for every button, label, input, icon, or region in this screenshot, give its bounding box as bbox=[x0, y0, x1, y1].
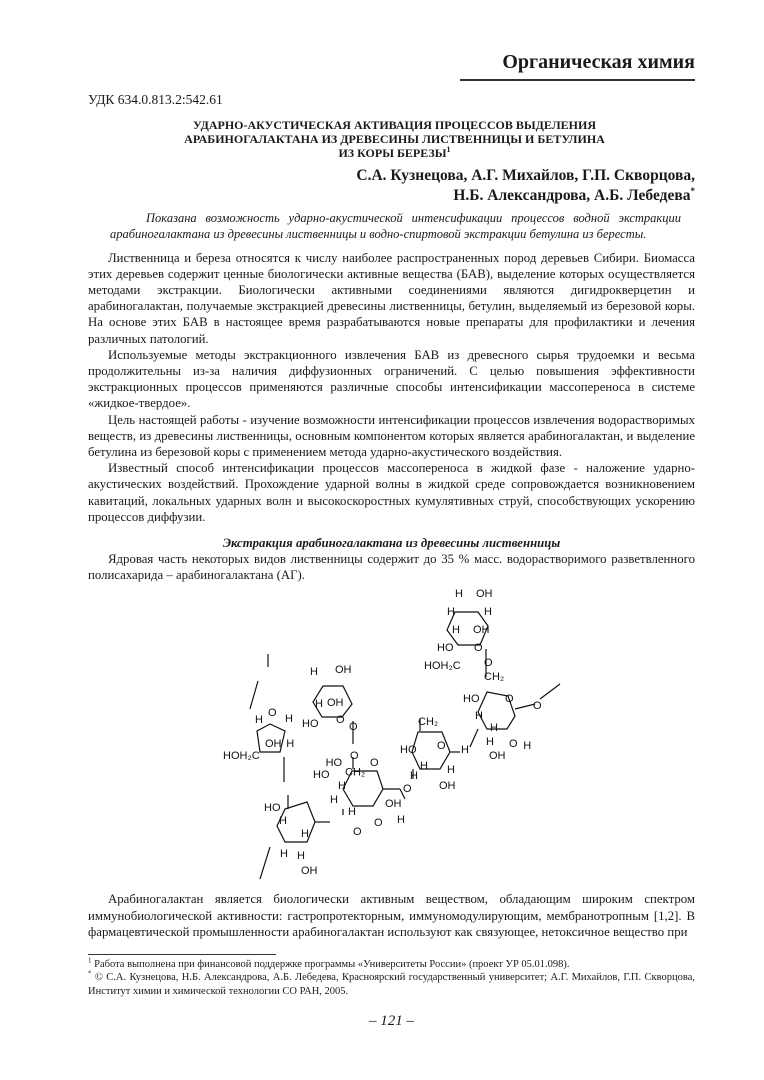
atom-label: O bbox=[353, 826, 362, 839]
bond bbox=[260, 847, 270, 879]
atom-label: H bbox=[420, 760, 428, 773]
atom-label: O bbox=[336, 714, 345, 727]
atom-label: H bbox=[310, 666, 318, 679]
atom-label: H bbox=[297, 850, 305, 863]
atom-label: OH bbox=[327, 697, 344, 710]
page bbox=[88, 0, 695, 1030]
bond bbox=[250, 681, 258, 709]
atom-label: H bbox=[285, 713, 293, 726]
section-heading: Экстракция арабиногалактана из древесины лиственницы bbox=[222, 535, 561, 550]
atom-label: HO bbox=[463, 693, 480, 706]
atom-label: OH bbox=[385, 798, 402, 811]
atom-label: H bbox=[279, 815, 287, 828]
atom-label: O bbox=[370, 757, 379, 770]
atom-label: OH bbox=[489, 750, 506, 763]
atom-label: HO bbox=[325, 757, 343, 770]
atom-label: OH bbox=[473, 624, 490, 637]
atom-label: O bbox=[509, 738, 518, 751]
atom-label: HOH₂C bbox=[424, 660, 461, 673]
atom-label: H bbox=[447, 764, 455, 777]
atom-label: CH₂ bbox=[484, 671, 505, 684]
atom-label: OH bbox=[476, 588, 493, 601]
title-line: УДАРНО-АКУСТИЧЕСКАЯ АКТИВАЦИЯ ПРОЦЕССОВ ВЫДЕЛЕНИЯ bbox=[192, 117, 596, 132]
atom-label: H bbox=[452, 624, 460, 637]
bond bbox=[515, 704, 535, 709]
paragraph: Цель настоящей работы - изучение возможности интенсификации процессов извлечения водорастворимых веществ, из древесины лиственницы, основным компонентом которых является арабиногалактан, и выделение бетулина из березовой коры с применением метода ударно-акустического воздействия. bbox=[88, 412, 695, 459]
atom-label: OH bbox=[439, 780, 456, 793]
title-line: ИЗ КОРЫ БЕРЕЗЫ$^1$ bbox=[338, 144, 451, 160]
atom-label: H bbox=[338, 780, 346, 793]
atom-label: H bbox=[255, 714, 263, 727]
atom-label: H bbox=[447, 606, 455, 619]
footnotes bbox=[88, 958, 695, 999]
footnote-rule bbox=[88, 954, 276, 955]
atom-label: H bbox=[410, 770, 418, 783]
atom-label: HO bbox=[400, 744, 417, 757]
udk-code: УДК 634.0.813.2:542.61 bbox=[88, 91, 223, 107]
atom-label: O bbox=[474, 642, 483, 655]
abstract: Показана возможность ударно-акустической интенсификации процессов водной экстракции арабиногалактана из древесины лиственницы и водно-спиртовой экстракции бетулина из бересты. bbox=[110, 210, 681, 241]
atom-label: HO bbox=[264, 802, 281, 815]
atom-label: O bbox=[437, 740, 446, 753]
atom-label: O bbox=[268, 707, 277, 720]
atom-label: H bbox=[330, 794, 338, 807]
atom-label: H bbox=[280, 848, 288, 861]
atom-label: H bbox=[397, 814, 405, 827]
atom-label: H bbox=[301, 828, 309, 841]
paragraph: Арабиногалактан является биологически активным веществом, обладающим широким спектром иммунобиологической активности: гастропротекторным, иммуномодулирующим, мембранотропным [1,2]. В фармацевтической промышленности арабиногалактан используют как связующее, нетоксичное вещество при bbox=[88, 892, 695, 939]
footnote-ref[interactable]: * bbox=[690, 185, 695, 196]
page-number: – 121 – bbox=[369, 1013, 414, 1030]
atom-label: HO bbox=[313, 769, 330, 782]
authors-line: С.А. Кузнецова, А.Г. Михайлов, Г.П. Скворцова, bbox=[356, 166, 695, 184]
atom-label: O bbox=[374, 817, 383, 830]
atom-label: H bbox=[523, 740, 532, 753]
atom-label: O bbox=[350, 750, 359, 763]
atom-label: OH bbox=[265, 738, 282, 751]
bond bbox=[540, 684, 560, 699]
footnote: * © С.А. Кузнецова, Н.Б. Александрова, А.Б. Лебедева, Красноярский государственный университет; А.Г. Михайлов, Г.П. Скворцова, Институт химии и химической технологии СО РАН, 2005. bbox=[88, 969, 695, 997]
body-text bbox=[88, 250, 695, 525]
header-rule bbox=[460, 79, 695, 81]
footnote-ref[interactable]: 1 bbox=[446, 144, 451, 154]
article-title bbox=[100, 118, 689, 160]
atom-label: O bbox=[533, 700, 542, 713]
atom-label: H bbox=[490, 722, 498, 735]
arabinogalactan-structure-diagram bbox=[200, 587, 600, 887]
atom-label: H bbox=[348, 806, 356, 819]
atom-label: HO bbox=[302, 718, 319, 731]
atom-label: OH bbox=[301, 865, 318, 878]
atom-label: CH₂ bbox=[345, 766, 366, 779]
paragraph: Ядровая часть некоторых видов лиственницы содержит до 35 % масс. водорастворимого разветвленного полисахарида – арабиногалактана (АГ). bbox=[88, 551, 695, 583]
atom-label: HOH₂C bbox=[223, 750, 260, 763]
atom-label: H bbox=[475, 710, 483, 723]
section-header: Органическая химия bbox=[502, 51, 695, 73]
paragraph: Известный способ интенсификации процессов массопереноса в жидкой фазе - наложение ударно-акустических воздействий. Прохождение ударной волны в жидкой среде сопровождается возникновением кавитаций, локальных ударных волн и высокоскоростных кумулятивных струй, способствующих ускорению процессов диффузии. bbox=[88, 461, 695, 524]
atom-label: O bbox=[484, 657, 493, 670]
atom-label: O bbox=[349, 721, 358, 734]
atom-label: O bbox=[403, 783, 412, 796]
atom-label: H bbox=[486, 736, 494, 749]
atom-label: O bbox=[505, 693, 514, 706]
bond bbox=[470, 729, 478, 747]
paragraph: Используемые методы экстракционного извлечения БАВ из древесного сырья трудоемки и весьма продолжительны из-за наличия диффузионных ограничений. С целью повышения эффективности экстракционных процессов применяются различные способы интенсификации массопереноса в системе «жидкое-твердое». bbox=[88, 347, 695, 411]
section-text bbox=[88, 551, 695, 583]
atom-label: OH bbox=[335, 664, 352, 677]
atom-label: H bbox=[461, 744, 469, 757]
atom-label: H bbox=[286, 738, 295, 751]
title-line: АРАБИНОГАЛАКТАНА ИЗ ДРЕВЕСИНЫ ЛИСТВЕННИЦЫ И БЕТУЛИНА bbox=[184, 131, 605, 146]
paragraph: Лиственница и береза относятся к числу наиболее распространенных пород деревьев Сибири. Биомасса этих деревьев содержит ценные биологически активные вещества (БАВ), выделение которых осуществляется методами экстракции. Биологически активными соединениями являются дигидрокверцетин и арабиногалактан, получаемые экстракцией древесины лиственницы, бетулин, выделяемый из березовой коры. На основе этих БАВ в настоящее время разрабатываются новые препараты для профилактики и лечения различных патологий. bbox=[88, 250, 695, 346]
body-text-continued bbox=[88, 891, 695, 940]
atom-label: H bbox=[484, 606, 492, 619]
authors-line: Н.Б. Александрова, А.Б. Лебедева* bbox=[453, 185, 695, 204]
footnote: $^1$ Работа выполнена при финансовой поддержке программы «Университеты России» (проект УР 05.01.098). bbox=[88, 956, 570, 970]
atom-label: HO bbox=[437, 642, 454, 655]
atom-label: H bbox=[315, 698, 323, 711]
authors bbox=[88, 166, 695, 206]
atom-label: CH₂ bbox=[418, 716, 439, 729]
atom-label: H bbox=[455, 588, 463, 601]
